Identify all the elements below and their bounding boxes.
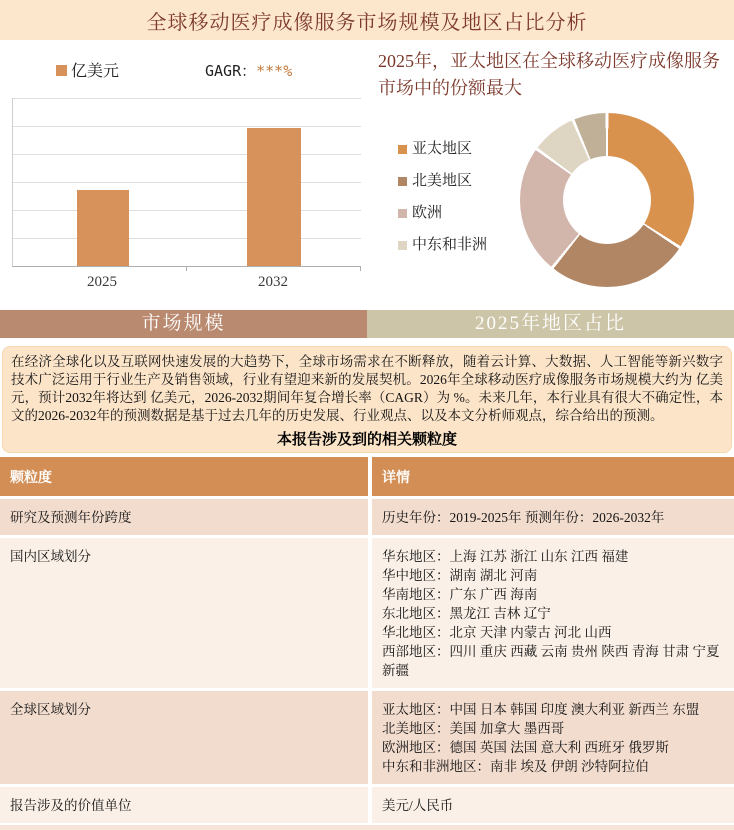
detail-line: 华南地区：广东 广西 海南 bbox=[382, 587, 538, 602]
table-row bbox=[0, 538, 734, 688]
bar-legend-swatch bbox=[56, 65, 67, 76]
detail-line: 西部地区：四川 重庆 西藏 云南 贵州 陕西 青海 甘肃 宁夏 新疆 bbox=[382, 644, 720, 678]
detail-line: 北美地区：美国 加拿大 墨西哥 bbox=[382, 721, 565, 736]
charts-row bbox=[0, 40, 734, 310]
pie-legend bbox=[398, 140, 504, 268]
x-axis-label: 2032 bbox=[258, 274, 288, 290]
table-row-label: 研究及预测年份跨度 bbox=[0, 499, 368, 535]
table-bottom-strip bbox=[0, 825, 734, 830]
summary-block bbox=[2, 346, 732, 453]
table-row-label: 国内区域划分 bbox=[0, 538, 368, 688]
pie-legend-item bbox=[398, 140, 504, 159]
gridline bbox=[13, 238, 361, 239]
pie-legend-label: 北美地区 bbox=[412, 173, 473, 189]
bar-2025 bbox=[77, 190, 129, 266]
axis-tick bbox=[360, 266, 361, 271]
legend-swatch bbox=[398, 145, 407, 154]
gridline bbox=[13, 154, 361, 155]
pie-chart-card bbox=[370, 40, 734, 310]
bar-legend bbox=[56, 58, 119, 81]
pie-legend-item bbox=[398, 204, 504, 223]
bar-legend-label: 亿美元 bbox=[71, 63, 120, 80]
detail-line: 欧洲地区：德国 英国 法国 意大利 西班牙 俄罗斯 bbox=[382, 740, 669, 755]
axis-tick bbox=[186, 266, 187, 271]
detail-line: 华东地区：上海 江苏 浙江 山东 江西 福建 bbox=[382, 549, 629, 564]
table-row-details bbox=[372, 538, 734, 688]
legend-swatch bbox=[398, 241, 407, 250]
detail-line: 历史年份：2019-2025年 预测年份：2026-2032年 bbox=[382, 510, 665, 525]
page-title: 全球移动医疗成像服务市场规模及地区占比分析 bbox=[146, 11, 588, 34]
gridline bbox=[13, 98, 361, 99]
page-header bbox=[0, 0, 734, 40]
table-row bbox=[0, 499, 734, 535]
detail-line: 东北地区：黑龙江 吉林 辽宁 bbox=[382, 606, 551, 621]
legend-swatch bbox=[398, 177, 407, 186]
cagr-label: GAGR： bbox=[205, 62, 257, 80]
table-row-label: 全球区域划分 bbox=[0, 691, 368, 784]
column-header-granularity: 颗粒度 bbox=[0, 457, 368, 496]
donut-chart bbox=[520, 113, 694, 287]
pie-legend-item bbox=[398, 236, 504, 255]
cagr-value: ***% bbox=[256, 62, 293, 80]
bar-2032 bbox=[247, 128, 301, 266]
column-header-detail: 详情 bbox=[372, 457, 734, 496]
table-row-details bbox=[372, 787, 734, 823]
section-tabs bbox=[0, 310, 734, 338]
pie-legend-label: 亚太地区 bbox=[412, 141, 473, 157]
tab-market-size[interactable]: 市场规模 bbox=[0, 310, 367, 338]
detail-line: 中东和非洲地区：南非 埃及 伊朗 沙特阿拉伯 bbox=[382, 759, 649, 774]
summary-paragraph: 在经济全球化以及互联网快速发展的大趋势下，全球市场需求在不断释放，随着云计算、大数据、人工智能等新兴数字技术广泛运用于行业生产及销售领域，行业有望迎来新的发展契机。2026年全球移动医疗成像服务市场规模大约为 亿美元，预计2032年将达到 亿美元，2026-2032期间年复合增长率（CAGR）为 %。未来几年，本行业具有很大不确定性，本文的2026-2032年的预测数据是基于过去几年的历史发展、行业观点、以及本文分析师观点，综合给出的预测。 bbox=[11, 354, 723, 423]
bar-plot-area bbox=[12, 98, 361, 267]
gridline bbox=[13, 182, 361, 183]
pie-legend-label: 中东和非洲 bbox=[412, 237, 488, 253]
detail-line: 亚太地区：中国 日本 韩国 印度 澳大利亚 新西兰 东盟 bbox=[382, 702, 700, 717]
detail-line: 华中地区：湖南 湖北 河南 bbox=[382, 568, 538, 583]
cagr-annotation bbox=[205, 60, 292, 81]
table-title: 本报告涉及到的相关颗粒度 bbox=[276, 432, 457, 448]
gridline bbox=[13, 210, 361, 211]
detail-line: 华北地区：北京 天津 内蒙古 河北 山西 bbox=[382, 625, 612, 640]
pie-legend-item bbox=[398, 172, 504, 191]
table-row bbox=[0, 691, 734, 784]
legend-swatch bbox=[398, 209, 407, 218]
table-row-details bbox=[372, 691, 734, 784]
table-header-row bbox=[0, 457, 734, 496]
table-row-label: 报告涉及的价值单位 bbox=[0, 787, 368, 823]
donut-hole bbox=[563, 156, 651, 244]
bar-chart-card bbox=[0, 40, 370, 310]
x-axis-label: 2025 bbox=[87, 274, 117, 290]
table-row-details bbox=[372, 499, 734, 535]
granularity-table bbox=[0, 457, 734, 830]
gridline bbox=[13, 126, 361, 127]
tab-region-share[interactable]: 2025年地区占比 bbox=[367, 310, 734, 338]
table-body bbox=[0, 499, 734, 823]
pie-title: 2025年，亚太地区在全球移动医疗成像服务市场中的份额最大 bbox=[378, 51, 720, 98]
pie-legend-label: 欧洲 bbox=[412, 205, 443, 221]
table-row bbox=[0, 787, 734, 823]
detail-line: 美元/人民币 bbox=[382, 798, 454, 813]
